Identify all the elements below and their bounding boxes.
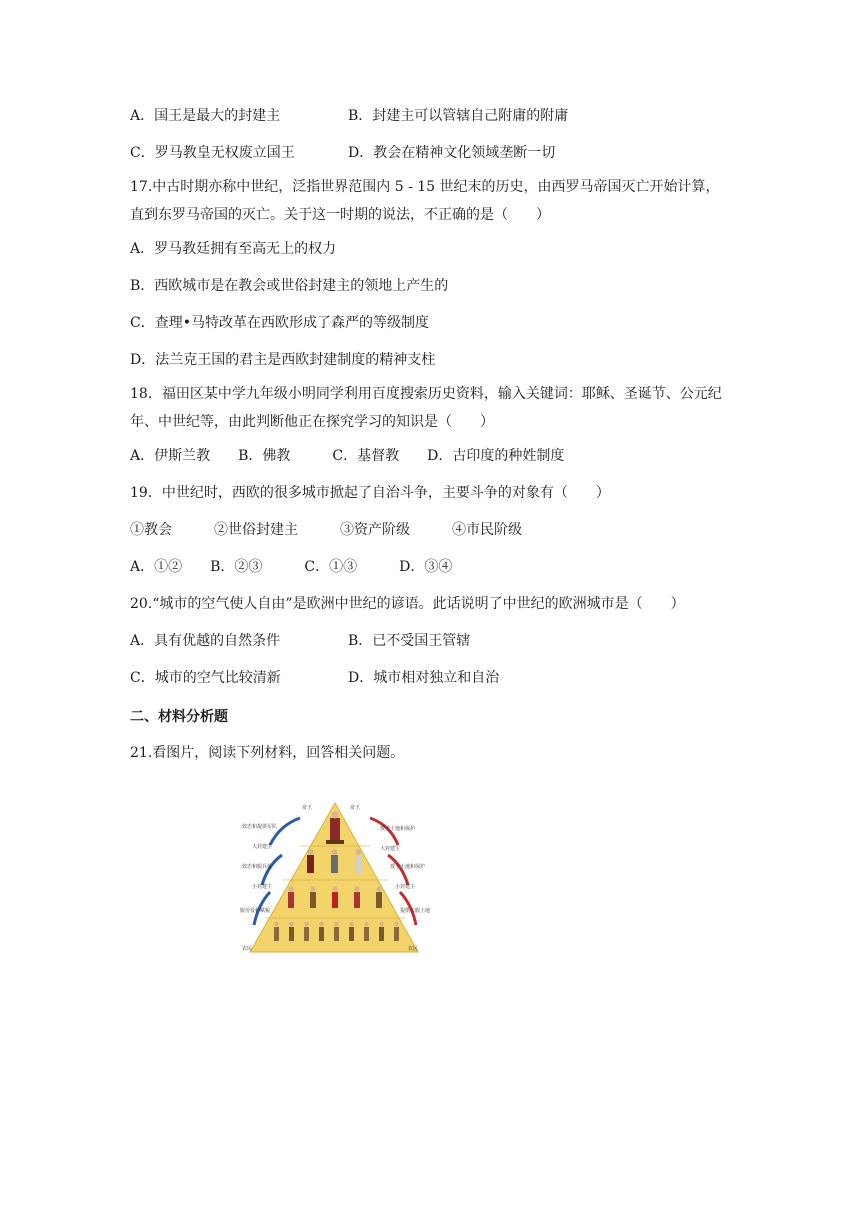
- q17-option-d: D．法兰克王国的君主是西欧封建制度的精神支柱: [130, 352, 436, 368]
- label-right-3: 授予土地和保护: [390, 864, 426, 870]
- label-left-3: 小封建主: [252, 884, 273, 890]
- label-emperor-right: 帝王: [350, 805, 361, 811]
- question-17-stem: 17.中古时期亦称中世纪，泛指世界范围内 5 - 15 世纪末的历史，由西罗马帝国灭亡开始计算，直到东罗马帝国的灭亡。关于这一时期的说法，不正确的是（ ）: [130, 179, 720, 223]
- question-20-stem: 20.“城市的空气使人自由”是欧洲中世纪的谚语。此话说明了中世纪的欧洲城市是（ ）: [130, 596, 685, 612]
- q18-options: A．伊斯兰教 B．佛教 C．基督教 D．古印度的种姓制度: [130, 448, 565, 464]
- label-left-0: 效忠和提供军队: [242, 824, 278, 830]
- section-title: 二、材料分析题: [130, 709, 228, 725]
- label-emperor-left: 帝王: [302, 805, 313, 811]
- label-right-4: 小封建主: [395, 884, 416, 890]
- question-19-stem: 19．中世纪时，西欧的很多城市掀起了自治斗争，主要斗争的对象有（ ）: [130, 485, 610, 501]
- q20-option-d: D．城市相对独立和自治: [348, 670, 500, 686]
- label-right-1: 授予土地和保护: [380, 826, 416, 832]
- option-c: C．罗马教皇无权废立国王: [130, 145, 295, 161]
- q17-option-c: C．查理•马特改革在西欧形成了森严的等级制度: [130, 315, 429, 331]
- q17-option-a: A．罗马教廷拥有至高无上的权力: [130, 241, 337, 257]
- label-right-6: 农民: [408, 946, 419, 952]
- option-a: A．国王是最大的封建主: [130, 108, 281, 124]
- q20-option-b: B．已不受国王管辖: [348, 633, 471, 649]
- label-left-4: 服劳役和赋税: [240, 908, 271, 914]
- question-21-stem: 21.看图片，阅读下列材料，回答相关问题。: [130, 745, 405, 761]
- label-right-2: 大封建主: [380, 846, 401, 852]
- question-18-stem: 18．福田区某中学九年级小明同学利用百度搜索历史资料，输入关键词：耶稣、圣诞节、公元纪年、中世纪等，由此判断他正在探究学习的知识是（ ）: [130, 386, 722, 430]
- option-b: B．封建主可以管辖自己附庸的附庸: [348, 108, 569, 124]
- q17-option-b: B．西欧城市是在教会或世俗封建主的领地上产生的: [130, 278, 449, 294]
- label-left-2: 效忠和服兵役: [242, 864, 273, 870]
- q19-items: ①教会 ②世俗封建主 ③资产阶级 ④市民阶级: [130, 522, 522, 538]
- peasant-figures: [274, 922, 399, 941]
- option-d: D．教会在精神文化领域垄断一切: [348, 145, 556, 161]
- label-left-5: 农民: [242, 946, 253, 952]
- label-right-5: 提供衣服土地: [400, 908, 430, 914]
- q20-option-a: A．具有优越的自然条件: [130, 633, 281, 649]
- q20-option-c: C．城市的空气比较清新: [130, 670, 281, 686]
- q19-options: A．①② B．②③ C．①③ D．③④: [130, 559, 453, 575]
- feudal-pyramid-figure: [240, 800, 430, 955]
- label-left-1: 大封建主: [252, 844, 273, 850]
